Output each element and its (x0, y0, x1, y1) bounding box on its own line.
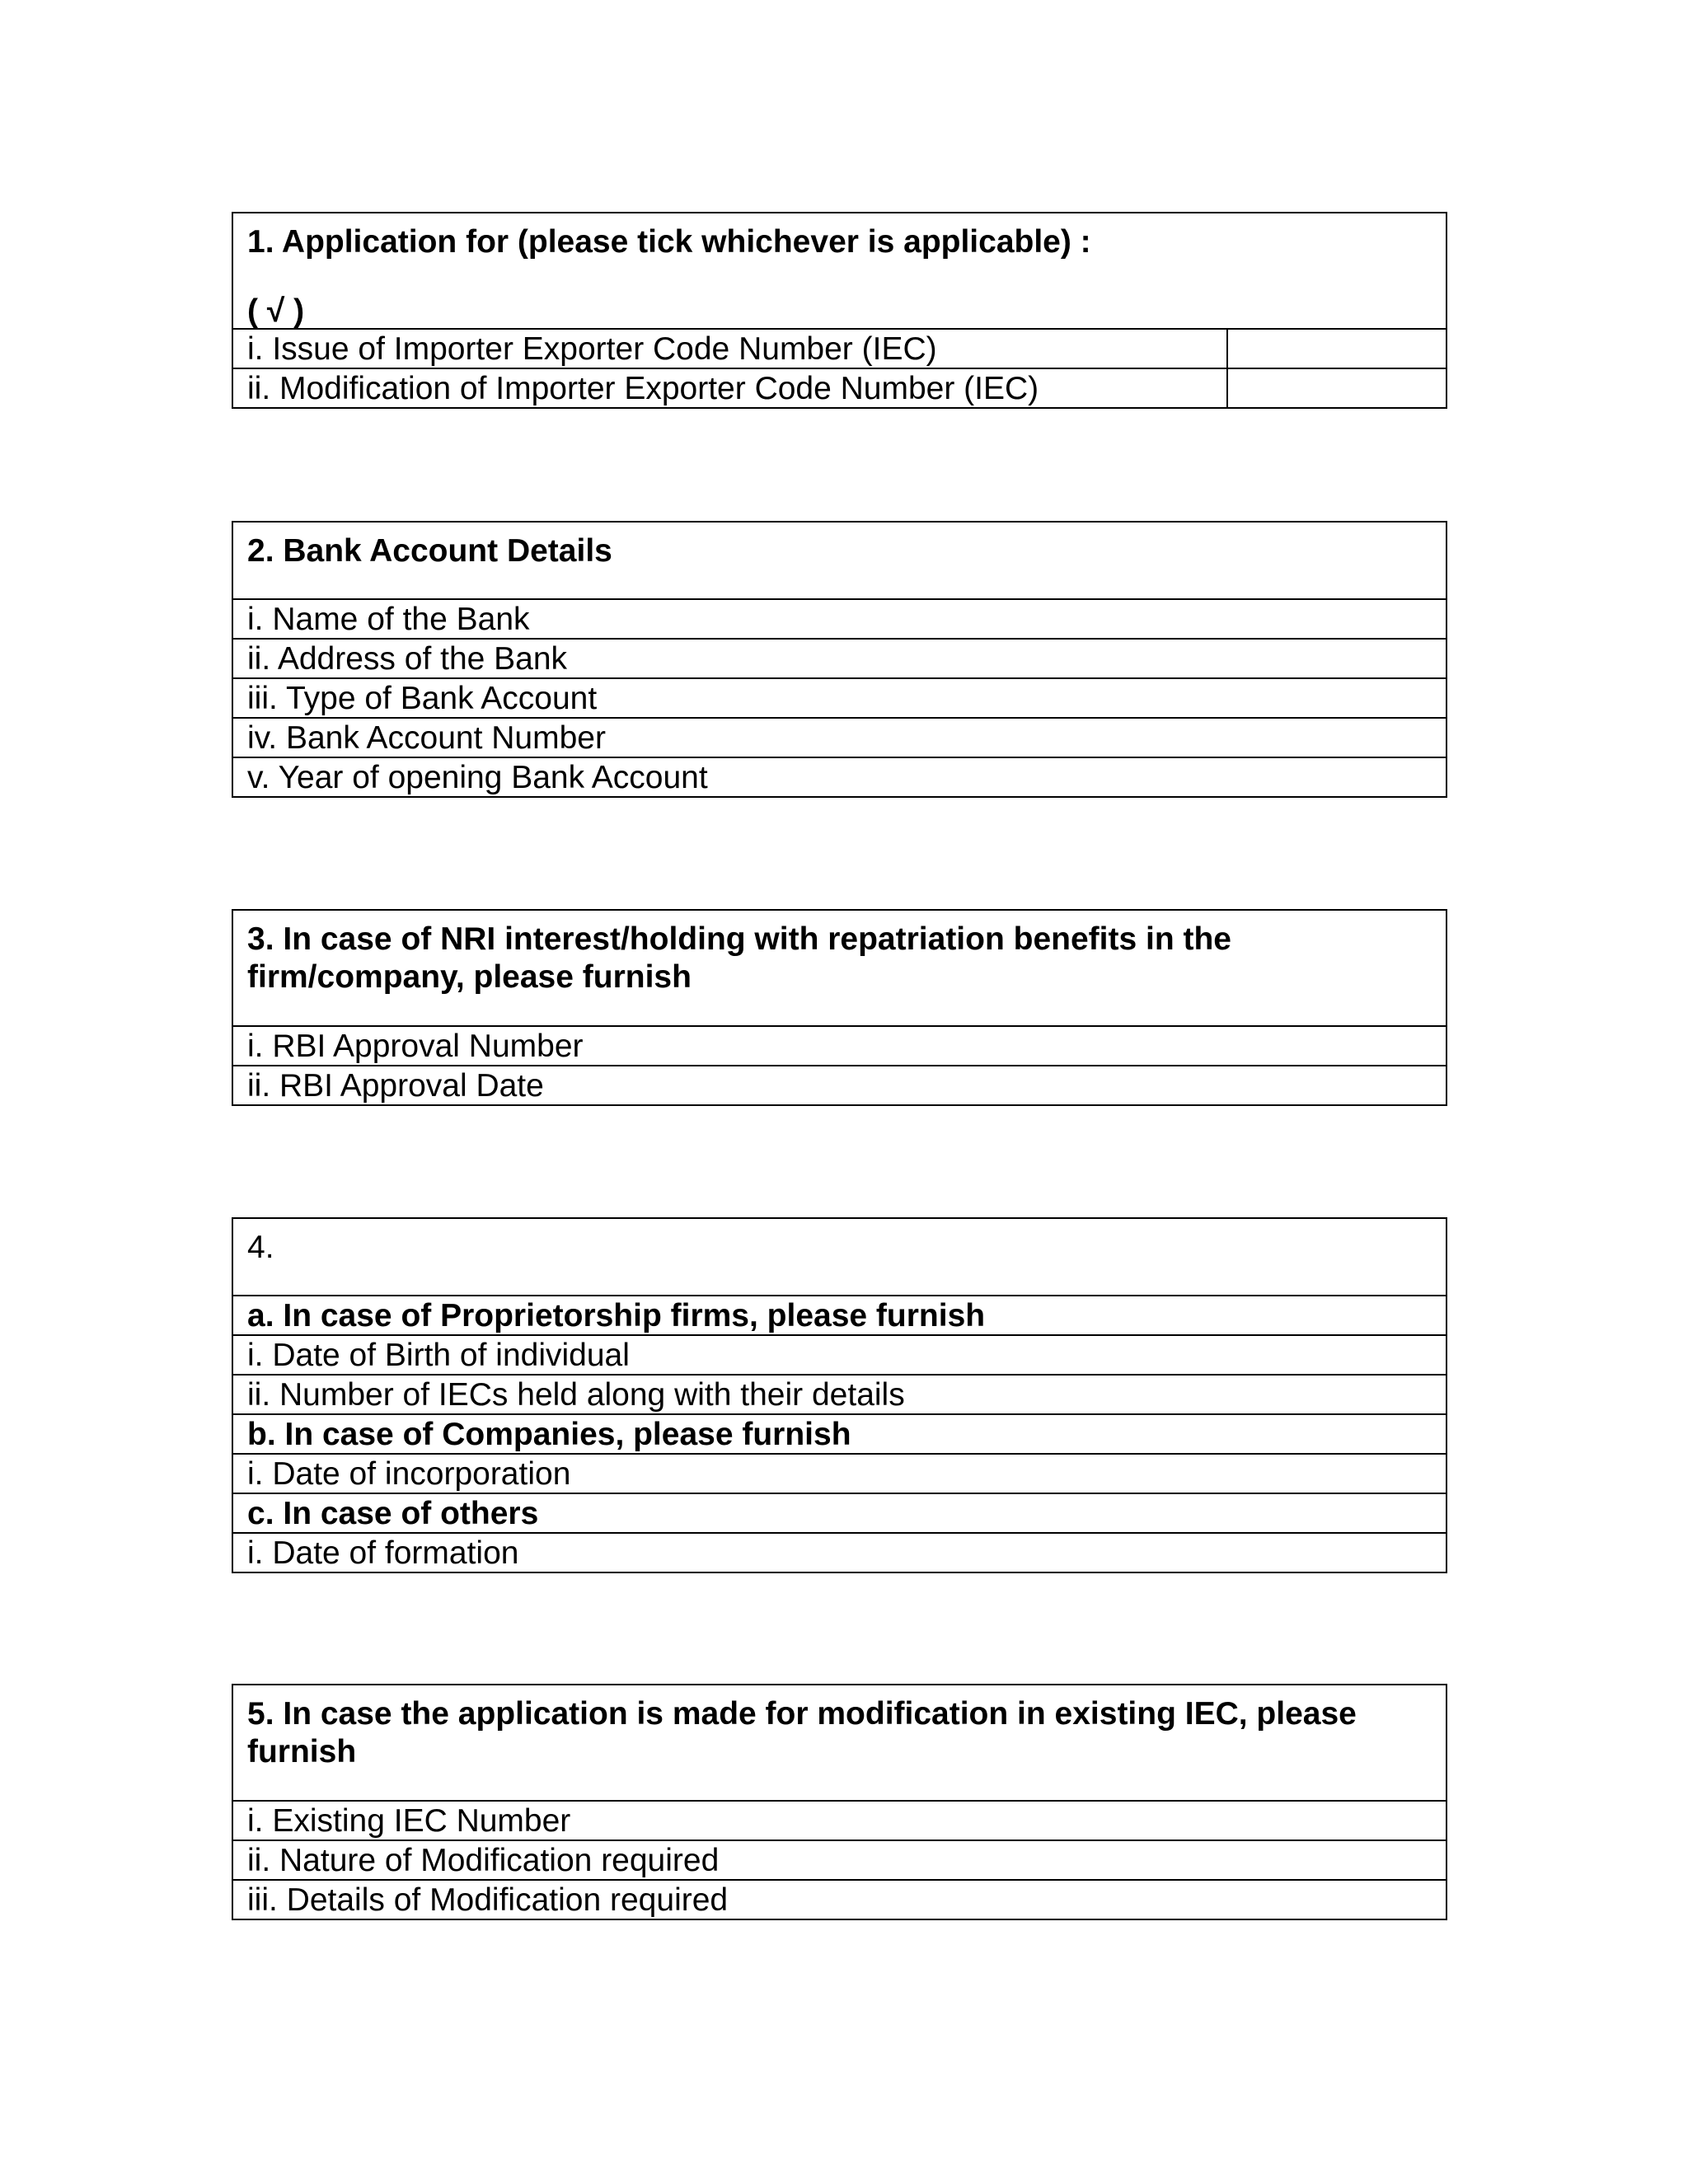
section5-row[interactable] (233, 1800, 1446, 1840)
tick-box-issue[interactable] (1226, 330, 1446, 368)
row-label: i. Existing IEC Number (247, 1802, 571, 1839)
row-label: a. In case of Proprietorship firms, please furnish (247, 1297, 986, 1333)
section4-row[interactable] (233, 1374, 1446, 1413)
row-label: ii. Nature of Modification required (247, 1842, 720, 1878)
section5-heading (233, 1685, 1446, 1800)
row-label: iv. Bank Account Number (247, 719, 606, 756)
section2-row[interactable] (233, 677, 1446, 717)
section1-row-issue (233, 328, 1446, 368)
section1-heading: 1. Application for (please tick whichever is applicable) : (247, 224, 1091, 260)
section4-heading: 4. (247, 1230, 274, 1265)
section4-row[interactable] (233, 1532, 1446, 1572)
row-label: i. Date of incorporation (247, 1455, 571, 1492)
row-label: ii. Modification of Importer Exporter Code Number (IEC) (247, 370, 1039, 406)
row-label: ii. RBI Approval Date (247, 1067, 544, 1104)
row-label: i. Issue of Importer Exporter Code Number (IEC) (247, 330, 937, 367)
row-label: iii. Type of Bank Account (247, 680, 598, 716)
row-label: ii. Number of IECs held along with their details (247, 1376, 905, 1413)
section3-heading-line1: 3. In case of NRI interest/holding with repatriation benefits in the (247, 921, 1231, 957)
section-bank-account-details (232, 521, 1447, 798)
section2-row[interactable] (233, 598, 1446, 638)
section1-row-modification (233, 368, 1446, 407)
row-label: v. Year of opening Bank Account (247, 759, 708, 795)
row-label: i. Date of Birth of individual (247, 1337, 630, 1373)
section3-heading (233, 911, 1446, 1025)
section4-row[interactable] (233, 1334, 1446, 1374)
section5-row[interactable] (233, 1840, 1446, 1879)
section4-subheading (233, 1493, 1446, 1532)
row-label: i. Name of the Bank (247, 601, 530, 637)
row-label: i. RBI Approval Number (247, 1028, 584, 1064)
section3-row[interactable] (233, 1025, 1446, 1065)
section2-row[interactable] (233, 638, 1446, 677)
section2-heading: 2. Bank Account Details (247, 533, 612, 569)
section5-row[interactable] (233, 1879, 1446, 1919)
section4-subheading (233, 1295, 1446, 1334)
section5-heading-line2: furnish (247, 1734, 357, 1769)
section-modification-existing-iec (232, 1684, 1447, 1920)
section-entity-details (232, 1217, 1447, 1573)
section-application-for (232, 212, 1447, 409)
row-label: ii. Address of the Bank (247, 640, 568, 677)
section2-row[interactable] (233, 717, 1446, 757)
section4-row[interactable] (233, 1453, 1446, 1493)
section3-row[interactable] (233, 1065, 1446, 1104)
section-nri-interest (232, 909, 1447, 1106)
row-label: i. Date of formation (247, 1535, 519, 1571)
tick-box-modification[interactable] (1226, 369, 1446, 407)
section5-heading-line1: 5. In case the application is made for modification in existing IEC, please (247, 1696, 1357, 1732)
section3-heading-line2: firm/company, please furnish (247, 959, 692, 995)
section4-subheading (233, 1413, 1446, 1453)
row-label: iii. Details of Modification required (247, 1882, 729, 1918)
row-label: c. In case of others (247, 1495, 539, 1531)
section2-row[interactable] (233, 757, 1446, 796)
section1-tick-hint: ( √ ) (247, 293, 305, 329)
section1-heading-block (233, 213, 1446, 328)
row-label: b. In case of Companies, please furnish (247, 1416, 851, 1452)
